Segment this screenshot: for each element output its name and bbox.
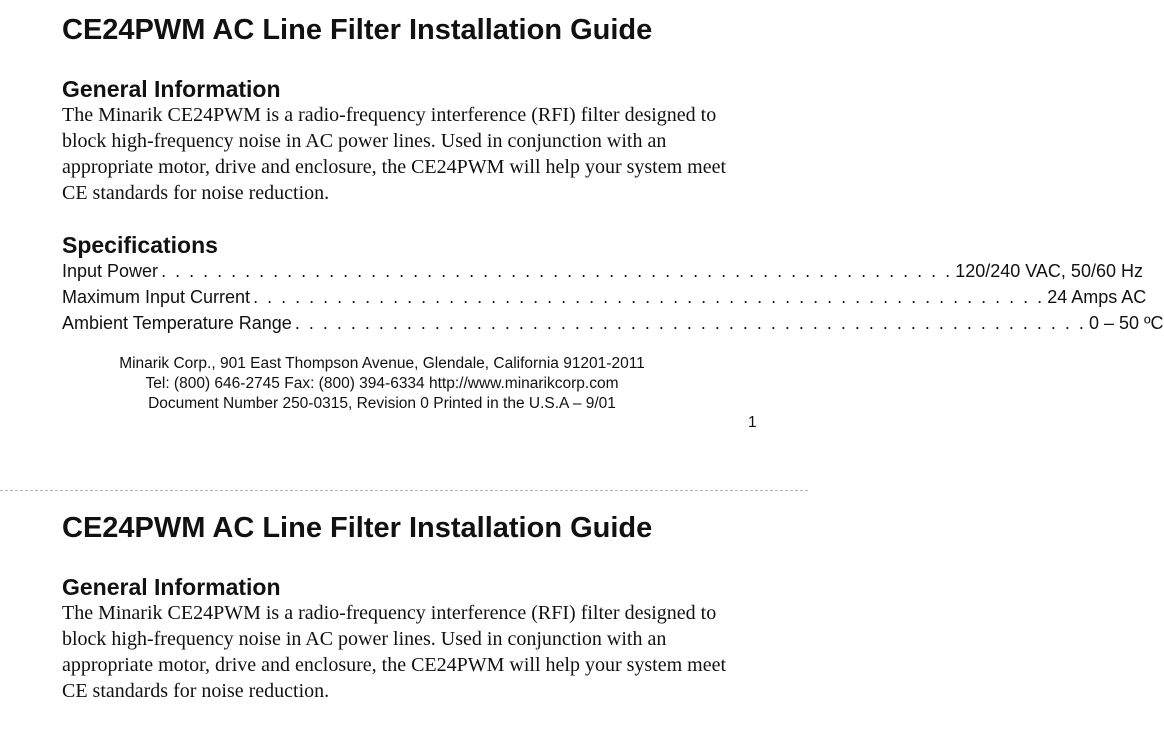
footer-contact: Tel: (800) 646-2745 Fax: (800) 394-6334 http://www.minarikcorp.com xyxy=(145,375,619,392)
spec-value: 0 – 50 ºC xyxy=(1088,313,1164,333)
spec-row-input-power xyxy=(62,258,1143,284)
spec-label: Maximum Input Current xyxy=(62,287,251,307)
page-divider xyxy=(0,490,808,491)
general-information-heading: General Information xyxy=(62,574,281,600)
footer-address: Minarik Corp., 901 East Thompson Avenue, Glendale, California 91201-2011 xyxy=(119,355,645,372)
spec-row-ambient-temperature xyxy=(62,310,1164,336)
page-title: CE24PWM AC Line Filter Installation Guide xyxy=(62,14,653,46)
footer xyxy=(62,354,702,414)
spec-row-max-input-current xyxy=(62,284,1147,310)
spec-value: 120/240 VAC, 50/60 Hz xyxy=(955,261,1143,281)
specifications-heading: Specifications xyxy=(62,232,218,258)
spec-value: 24 Amps AC xyxy=(1047,287,1147,307)
footer-document-number: Document Number 250-0315, Revision 0 Printed in the U.S.A – 9/01 xyxy=(148,395,616,412)
specifications-list xyxy=(62,258,1164,336)
dot-leader: . . . . . . . . . . . . . . . . . . . . . . . . . . . . . . . . . . . . . . . . . . . . . . . . . . . . . . . . . xyxy=(161,261,953,281)
page-number: 1 xyxy=(748,414,757,431)
page-title: CE24PWM AC Line Filter Installation Guide xyxy=(62,512,653,544)
general-information-text: The Minarik CE24PWM is a radio-frequency interference (RFI) filter designed to block high-frequency noise in AC power lines. Used in conjunction with an appropriate motor, drive and enclosure, the CE24PWM will help your system meet CE standards for noise reduction. xyxy=(62,104,727,204)
spec-label: Ambient Temperature Range xyxy=(62,313,292,333)
page-1 xyxy=(62,10,1164,414)
general-information-text: The Minarik CE24PWM is a radio-frequency interference (RFI) filter designed to block high-frequency noise in AC power lines. Used in conjunction with an appropriate motor, drive and enclosure, the CE24PWM will help your system meet CE standards for noise reduction. xyxy=(62,602,727,702)
spec-label: Input Power xyxy=(62,261,159,281)
dot-leader: . . . . . . . . . . . . . . . . . . . . . . . . . . . . . . . . . . . . . . . . . . . . . . . . . . . . . . . . . xyxy=(253,287,1045,307)
dot-leader: . . . . . . . . . . . . . . . . . . . . . . . . . . . . . . . . . . . . . . . . . . . . . . . . . . . . . . . . . xyxy=(294,313,1086,333)
general-information-heading: General Information xyxy=(62,76,281,102)
page-2 xyxy=(62,508,762,704)
